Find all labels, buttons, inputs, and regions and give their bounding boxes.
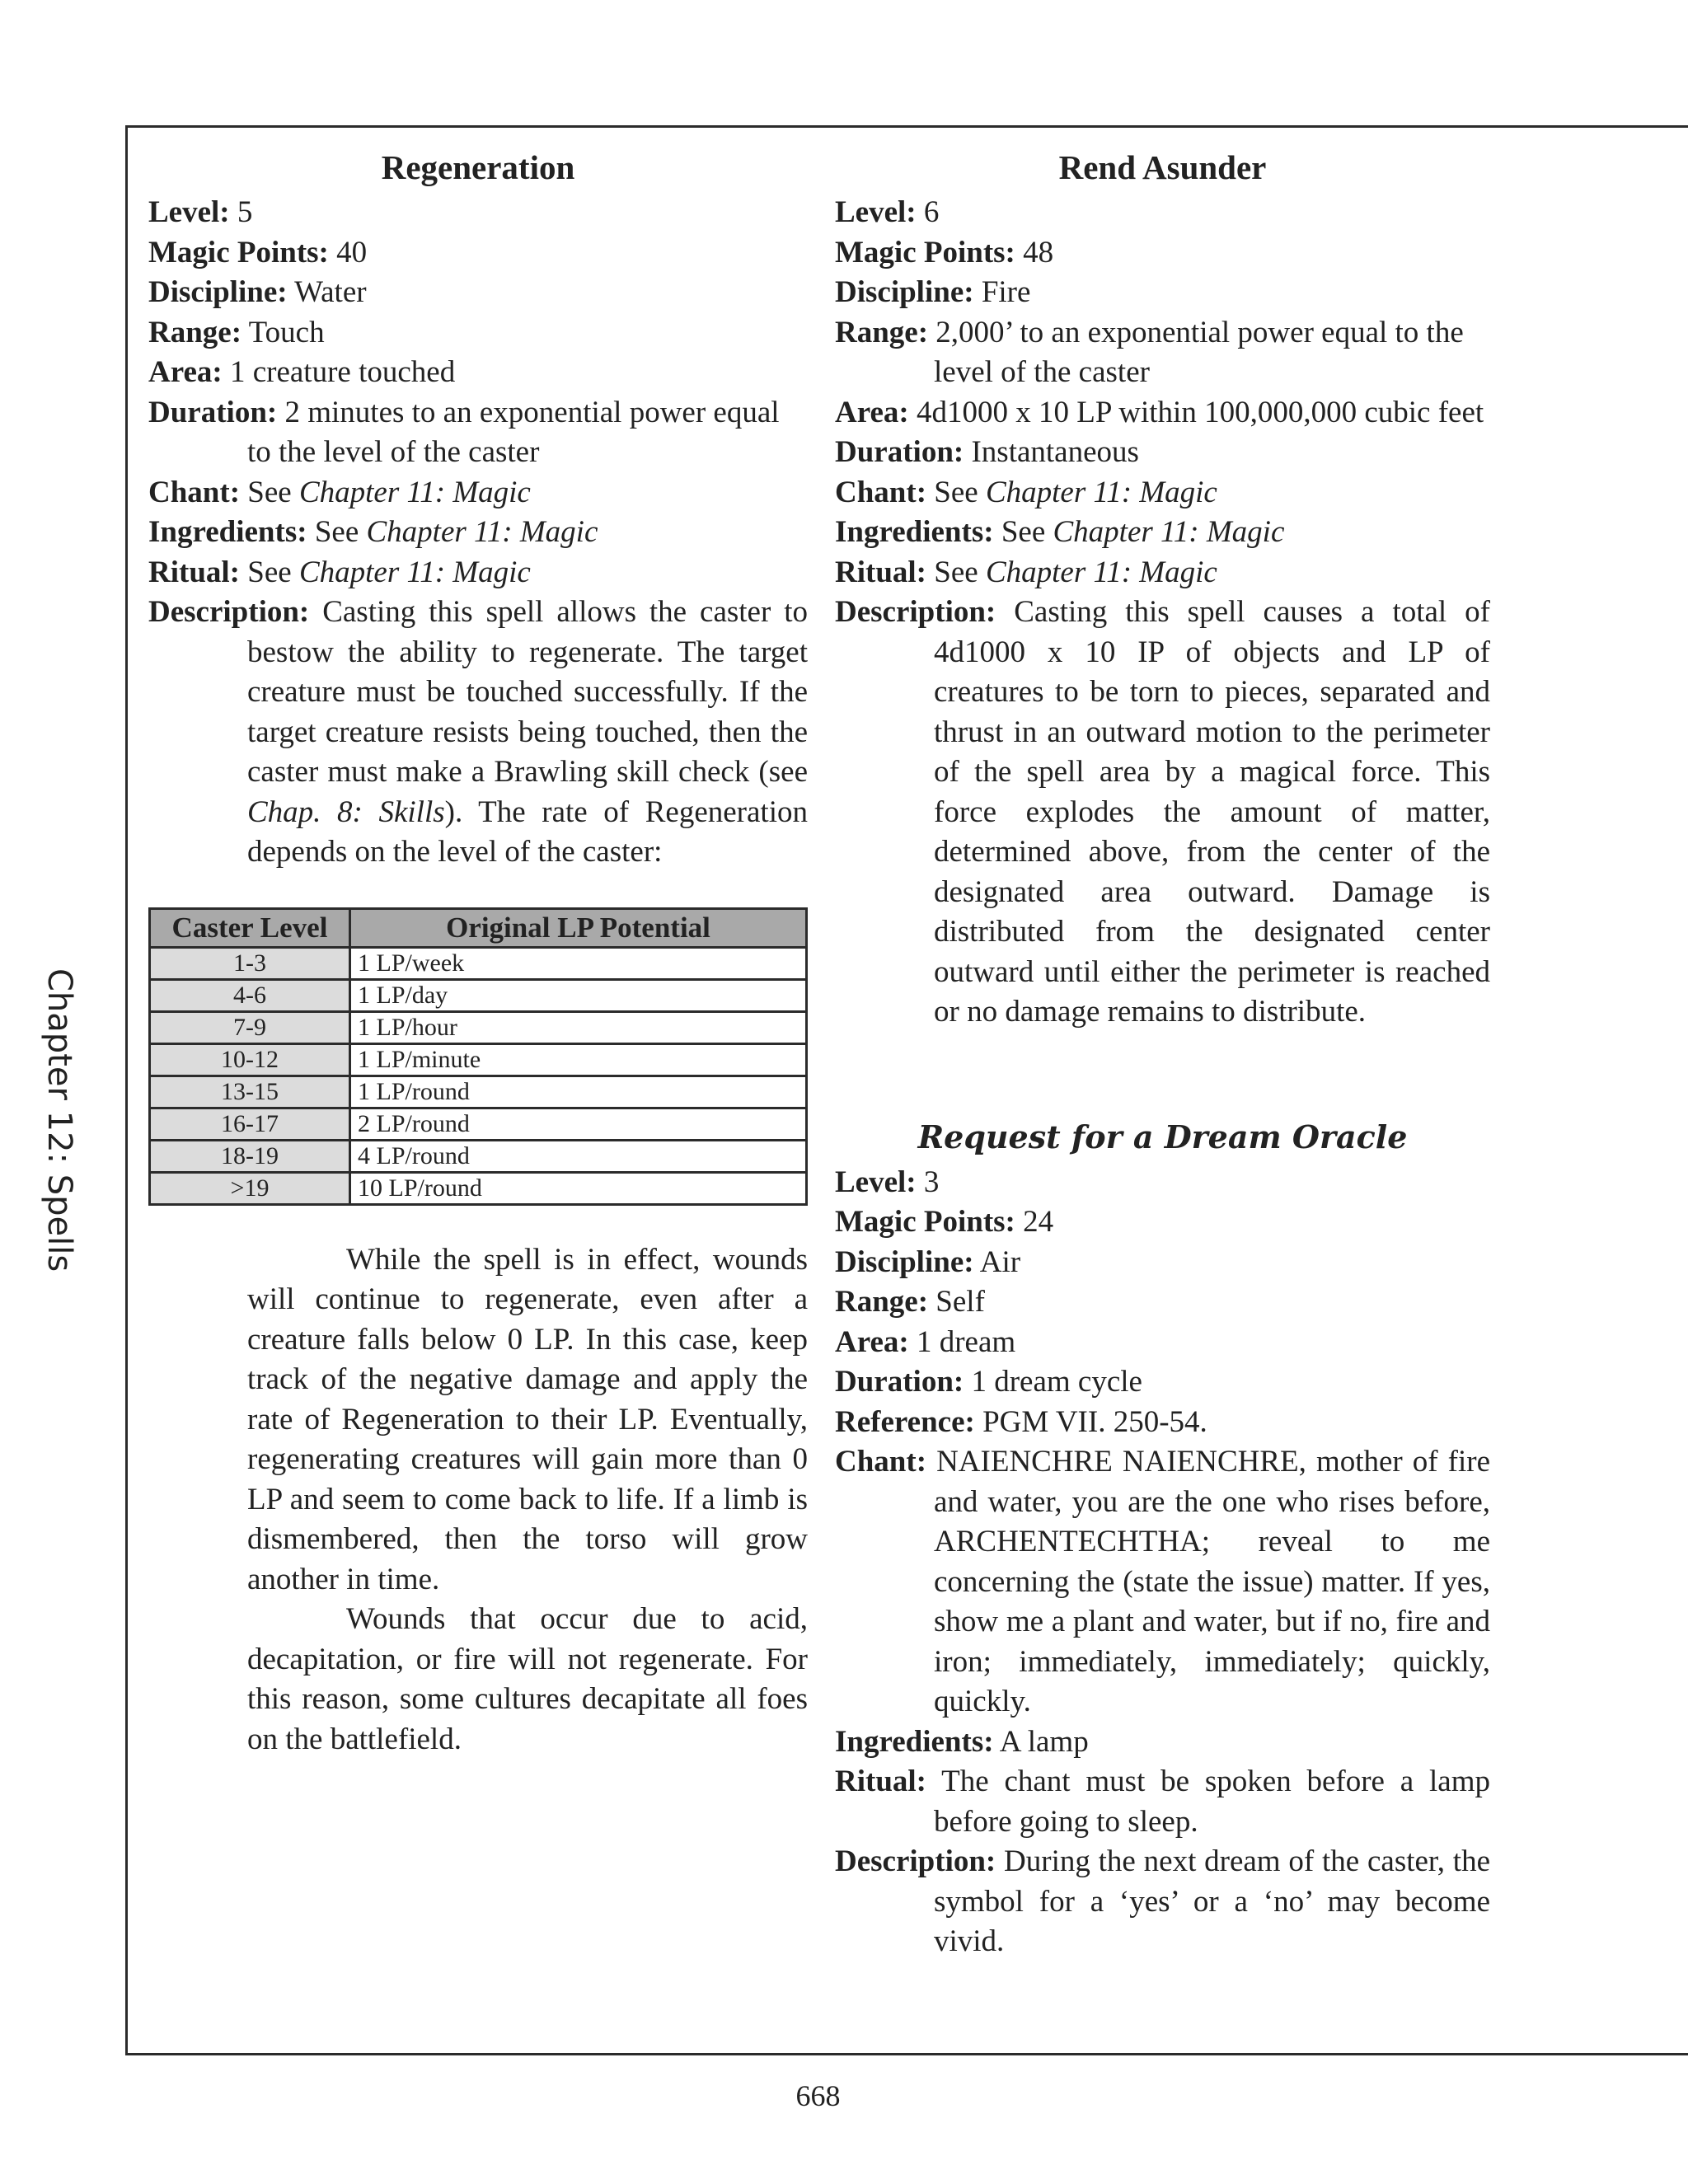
stat-description: Description: During the next dream of the caster, the symbol for a ‘yes’ or a ‘no’ may become vivid. xyxy=(835,1844,1491,1958)
stat-range: Range: Touch xyxy=(148,315,325,349)
stat-duration: Duration: Instantaneous xyxy=(835,435,1139,469)
stat-duration: Duration: 2 minutes to an exponential power equal to the level of the caster xyxy=(148,395,780,469)
table-cell: 2 LP/round xyxy=(350,1108,807,1140)
table-cell: 10-12 xyxy=(150,1043,350,1076)
stat-range: Range: 2,000’ to an exponential power equal to the level of the caster xyxy=(835,315,1464,389)
table-cell: 18-19 xyxy=(150,1140,350,1172)
stat-magic-points: Magic Points: 48 xyxy=(835,235,1054,269)
stat-description: Description: Casting this spell allows the caster to bestow the ability to regenerate. The target creature must be touched successfully. If the target creature resists being touched, then the caster must make a Brawling skill check (see Chap. 8: Skills). The rate of Regeneration depends on the level of the caster: xyxy=(148,595,809,869)
stat-area: Area: 1 creature touched xyxy=(148,355,456,389)
stat-level: Level: 3 xyxy=(835,1165,940,1199)
stat-ingredients: Ingredients: See Chapter 11: Magic xyxy=(148,515,598,549)
stat-duration: Duration: 1 dream cycle xyxy=(835,1365,1142,1399)
stat-discipline: Discipline: Fire xyxy=(835,275,1031,309)
table-row xyxy=(150,1140,807,1172)
table-row xyxy=(150,1108,807,1140)
table-cell: 1 LP/round xyxy=(350,1076,807,1108)
table-cell: 1-3 xyxy=(150,947,350,979)
stat-magic-points: Magic Points: 24 xyxy=(835,1205,1054,1239)
stat-discipline: Discipline: Air xyxy=(835,1244,1021,1279)
spell-title-rend-asunder: Rend Asunder xyxy=(1058,148,1267,186)
table-cell: 1 LP/hour xyxy=(350,1011,807,1043)
stat-ritual: Ritual: See Chapter 11: Magic xyxy=(148,555,531,589)
table-cell: 7-9 xyxy=(150,1011,350,1043)
table-cell: 4 LP/round xyxy=(350,1140,807,1172)
stat-ingredients: Ingredients: See Chapter 11: Magic xyxy=(835,515,1285,549)
stat-ritual: Ritual: See Chapter 11: Magic xyxy=(835,555,1217,589)
table-row xyxy=(150,979,807,1011)
stat-area: Area: 4d1000 x 10 LP within 100,000,000 cubic feet xyxy=(835,395,1484,429)
stat-magic-points: Magic Points: 40 xyxy=(148,235,368,269)
stat-chant: Chant: See Chapter 11: Magic xyxy=(835,475,1217,509)
table-row xyxy=(150,1172,807,1204)
table-cell: >19 xyxy=(150,1172,350,1204)
stat-description: Description: Casting this spell causes a total of 4d1000 x 10 IP of objects and LP of creatures to be torn to pieces, separated and thrust in an outward motion to the perimeter of the spell area by a magical force. This force explodes the amount of matter, determined above, from the center of the designated area outward. Damage is distributed from the designated center outward until either the perimeter is reached or no damage remains to distribute. xyxy=(835,595,1490,1029)
stat-area: Area: 1 dream xyxy=(835,1324,1016,1359)
stat-ingredients: Ingredients: A lamp xyxy=(835,1724,1089,1759)
stat-ritual: Ritual: The chant must be spoken before a lamp before going to sleep. xyxy=(835,1765,1490,1839)
stat-discipline: Discipline: Water xyxy=(148,275,367,309)
table-cell: 1 LP/week xyxy=(350,947,807,979)
stat-level: Level: 5 xyxy=(148,195,253,229)
stat-level: Level: 6 xyxy=(835,195,940,229)
table-row xyxy=(150,1043,807,1076)
table-cell: 10 LP/round xyxy=(350,1172,807,1204)
regeneration-rate-table xyxy=(148,907,808,1206)
chapter-side-label: Chapter 12: Spells xyxy=(40,968,78,1272)
table-cell: 13-15 xyxy=(150,1076,350,1108)
left-column xyxy=(148,142,808,1760)
table-cell: 1 LP/minute xyxy=(350,1043,807,1076)
stat-range: Range: Self xyxy=(835,1285,985,1319)
table-header: Original LP Potential xyxy=(350,908,807,947)
spell-title-dream-oracle: Request for a Dream Oracle xyxy=(917,1118,1408,1155)
stat-chant: Chant: See Chapter 11: Magic xyxy=(148,475,531,509)
stat-chant: Chant: NAIENCHRE NAIENCHRE, mother of fire and water, you are the one who rises before, ARCHENTECHTHA; reveal to me concerning the (state the issue) matter. If yes, show me a plant and water, but if no, fire and iron; immediately, immediately; quickly, quickly. xyxy=(835,1445,1490,1718)
regeneration-paragraph-2: Wounds that occur due to acid, decapitation, or fire will not regenerate. For this reason, some cultures decapitate all foes on the battlefield. xyxy=(247,1602,808,1756)
right-column xyxy=(835,142,1490,1962)
table-row xyxy=(150,1076,807,1108)
page-number: 668 xyxy=(795,2079,841,2112)
table-cell: 1 LP/day xyxy=(350,979,807,1011)
table-cell: 4-6 xyxy=(150,979,350,1011)
table-row xyxy=(150,1011,807,1043)
spell-title-regeneration: Regeneration xyxy=(381,148,575,186)
table-cell: 16-17 xyxy=(150,1108,350,1140)
regeneration-paragraph-1: While the spell is in effect, wounds will continue to regenerate, even after a creature falls below 0 LP. In this case, keep track of the negative damage and apply the rate of Regeneration to their LP. Eventually, regenerating creatures will gain more than 0 LP and seem to come back to life. If a limb is dismembered, then the torso will grow another in time. xyxy=(247,1242,808,1596)
table-row xyxy=(150,947,807,979)
stat-reference: Reference: PGM VII. 250-54. xyxy=(835,1404,1207,1439)
table-header: Caster Level xyxy=(150,908,350,947)
